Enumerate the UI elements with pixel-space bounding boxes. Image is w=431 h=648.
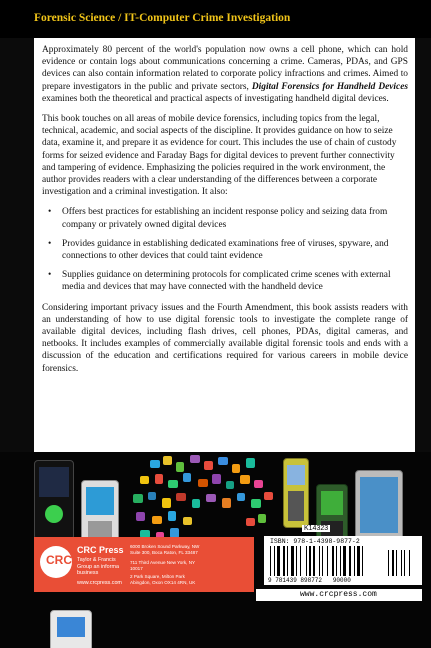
list-item: • Provides guidance in establishing dedicated examinations free of viruses, spyware, and connections to other devices that could taint evidence	[48, 238, 389, 262]
bullet-icon: •	[48, 238, 52, 249]
barcode-stripe	[274, 546, 275, 576]
barcode-stripe	[354, 546, 355, 576]
barcode-stripe	[283, 546, 285, 576]
publisher-name: CRC Press	[77, 545, 124, 555]
barcode-stripe	[291, 546, 294, 576]
address-3: 2 Park Square, Milton Park Abingdon, Oxon OX14 4RN, UK	[130, 574, 196, 585]
book-title: Digital Forensics for Handheld Devices	[251, 81, 409, 92]
publisher-sub: Taylor & Francis Group an informa business	[77, 557, 119, 577]
barcode-stripe	[270, 546, 271, 576]
barcode-stripe	[340, 546, 341, 576]
barcode-stripe	[392, 550, 394, 576]
phone-image	[34, 460, 74, 540]
list-item: • Offers best practices for establishing an incident response policy and seizing data from company or privately owned digital devices	[48, 207, 388, 230]
barcode-stripe	[327, 546, 328, 576]
barcode-stripe	[313, 546, 315, 576]
bullet-icon: •	[48, 207, 52, 218]
barcode-stripe	[306, 546, 307, 576]
barcode-stripe	[332, 546, 334, 576]
isbn-text: ISBN: 978-1-4398-9877-2	[270, 538, 360, 545]
phone-image	[50, 610, 92, 648]
product-code: K14323	[304, 525, 329, 532]
feature-list	[42, 206, 408, 293]
paragraph-topics: This book touches on all areas of mobile device forensics, including topics from the legal, technical, academic, and social aspects of the discipline. It provides guidance on how to seize data, examine it, and prepare it as evidence for court. This includes the use of chain of custody forms for seized evidence and Faraday Bags for digital devices to prevent further connectivity and tampering of evidence. Emphasizing the policies required in the work environment, the author provides readers with a clear understanding of the differences between a corporate investigation and a criminal investigation. It also:	[42, 114, 397, 198]
paragraph-intro: Approximately 80 percent of the world's population now owns a cell phone, which can hold evidence or contain logs about communications concerning a crime. Cameras, PDAs, and GPS devices can also contain information related to corporate policy infractions and crimes. Aimed to prepare investigators in the public and private sectors, Digital Forensics for Handheld Devices examines both the theoretical and practical aspects of investigating handheld digital devices.	[42, 45, 409, 104]
description-text	[42, 44, 408, 383]
phone-image	[283, 458, 309, 528]
barcode-stripe	[322, 546, 323, 576]
paragraph-conclusion: Considering important privacy issues and the Fourth Amendment, this book assists readers with an understanding of how to use digital forensic tools to investigate the complete range of available digital devices, including flash drives, cell phones, PDAs, digital cameras, and netbooks. It includes examples of commercially available digital forensic tools and ends with a discussion of the education and certifications required for various careers in mobile device forensics.	[42, 302, 408, 374]
barcode-stripe	[357, 546, 360, 576]
address-2: 711 Third Avenue New York, NY 10017	[130, 560, 196, 571]
crc-logo-icon: CRC	[40, 546, 72, 578]
category-label: Forensic Science / IT-Computer Crime Investigation	[34, 12, 291, 24]
barcode-stripe	[300, 546, 301, 576]
publisher-web: www.crcpress.com	[77, 580, 122, 586]
barcode-digits: 9 781439 898772 90000	[268, 577, 351, 584]
address-1: 6000 Broken Sound Parkway, NW Suite 300, Boca Raton, FL 33487	[130, 544, 200, 555]
barcode-stripe	[388, 550, 389, 576]
barcode-stripe	[277, 546, 280, 576]
barcode-stripe	[287, 546, 288, 576]
website-link[interactable]: www.crcpress.com	[300, 590, 377, 599]
barcode-stripe	[409, 550, 410, 576]
barcode-stripe	[396, 550, 397, 576]
barcode-stripe	[349, 546, 351, 576]
bullet-icon: •	[48, 270, 52, 281]
barcode-stripe	[336, 546, 337, 576]
barcode-stripe	[343, 546, 346, 576]
barcode-stripe	[296, 546, 297, 576]
list-item: • Supplies guidance on determining protocols for complicated crime scenes with external media and devices that may have connected with the handheld device	[48, 270, 391, 293]
barcode-stripe	[309, 546, 311, 576]
barcode-stripe	[404, 550, 405, 576]
top-bar	[0, 0, 431, 38]
barcode-stripe	[401, 550, 402, 576]
description-panel	[34, 38, 415, 452]
barcode-stripe	[319, 546, 320, 576]
barcode-stripe	[362, 546, 363, 576]
